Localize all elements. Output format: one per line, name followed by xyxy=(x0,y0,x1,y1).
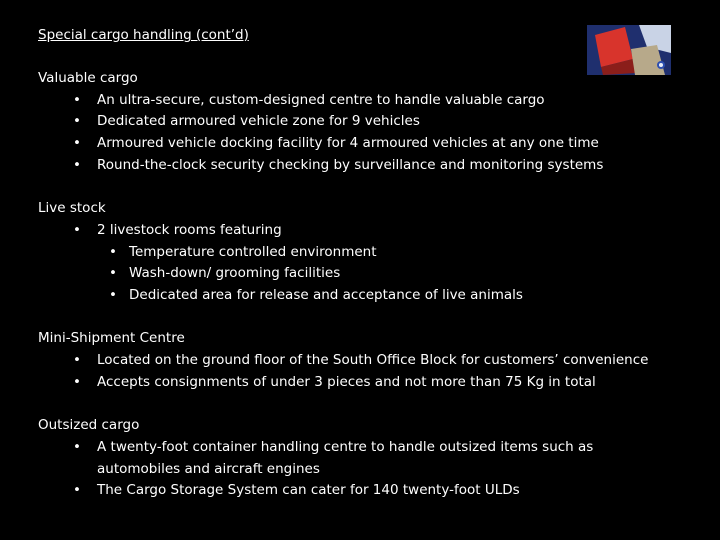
slide-body xyxy=(38,68,708,502)
sub-bullet-item: • Temperature controlled environment xyxy=(38,242,708,264)
bullet-list xyxy=(38,437,708,502)
bullet-item: • Accepts consignments of under 3 pieces and not more than 75 Kg in total xyxy=(38,372,708,394)
section-heading: Mini-Shipment Centre xyxy=(38,330,185,347)
bullet-item: • Dedicated armoured vehicle zone for 9 vehicles xyxy=(38,111,708,133)
bullet-item: • 2 livestock rooms featuring xyxy=(38,220,708,242)
section-heading: Valuable cargo xyxy=(38,70,138,86)
bullet-item: • Armoured vehicle docking facility for 4 armoured vehicles at any one time xyxy=(38,133,708,155)
section-outsized-cargo xyxy=(38,415,708,502)
section-valuable-cargo xyxy=(38,68,708,177)
section-heading: Outsized cargo xyxy=(38,417,140,434)
bullet-item: • Round-the-clock security checking by surveillance and monitoring systems xyxy=(38,155,708,177)
bullet-list xyxy=(38,220,708,307)
bullet-item: • Located on the ground floor of the South Office Block for customers’ convenience xyxy=(38,350,708,372)
sub-bullet-item: • Wash-down/ grooming facilities xyxy=(38,263,708,285)
bullet-item: • An ultra-secure, custom-designed centre to handle valuable cargo xyxy=(38,90,708,112)
bullet-item: • A twenty-foot container handling centre to handle outsized items such as automobiles and aircraft engines xyxy=(38,437,637,480)
section-mini-shipment-centre xyxy=(38,328,708,393)
bullet-list xyxy=(38,90,708,177)
section-live-stock xyxy=(38,198,708,307)
bullet-list xyxy=(38,350,708,393)
bullet-item: • The Cargo Storage System can cater for 140 twenty-foot ULDs xyxy=(38,480,708,502)
sub-bullet-item: • Dedicated area for release and acceptance of live animals xyxy=(38,285,708,307)
section-heading: Live stock xyxy=(38,200,106,217)
slide-title: Special cargo handling (cont’d) xyxy=(38,27,249,43)
